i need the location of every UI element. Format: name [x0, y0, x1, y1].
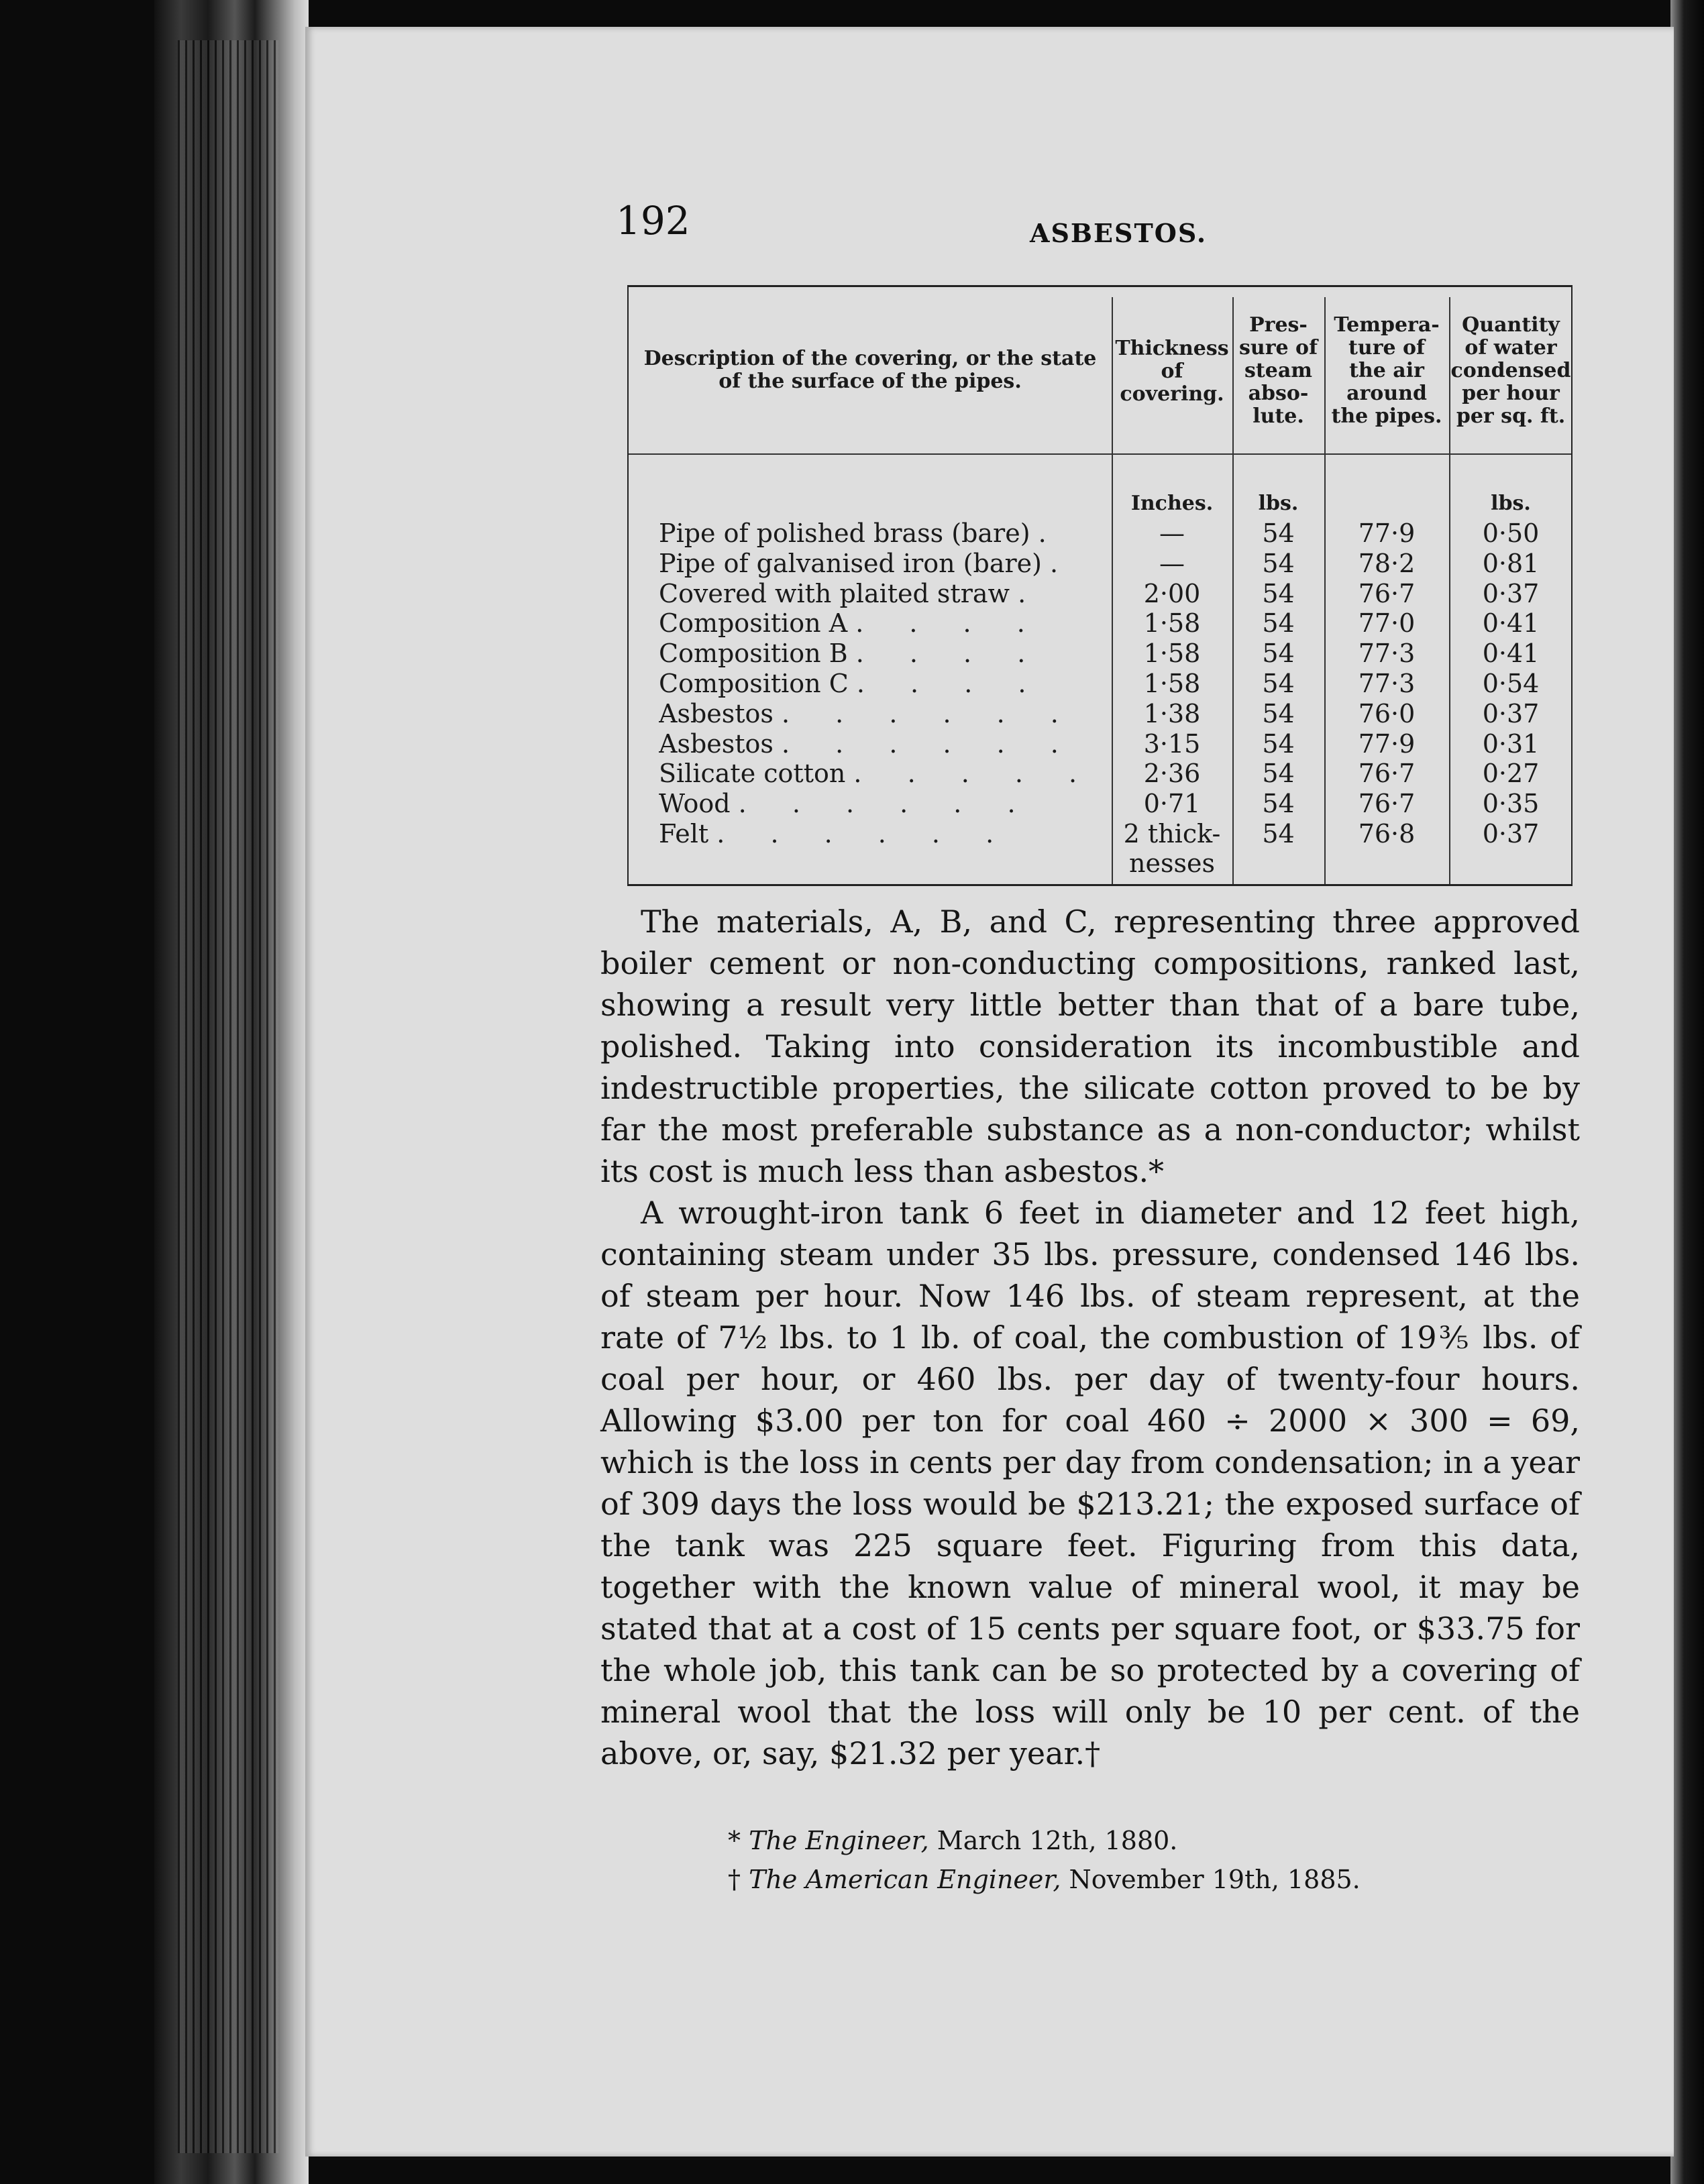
paragraph: The materials, A, B, and C, representing three approved boiler cement or non-conducting compositions, ranked last, showing a result very little better than that of a bare tube, polished. Taking into consideration its incombustible and indestructible properties, the silicate cotton proved to be by far the most preferable substance as a non-conductor; whilst its cost is much less than asbestos.*	[600, 904, 1580, 1189]
cell-quantity: 0·27	[1482, 759, 1540, 789]
cell-pressure: 54	[1262, 789, 1295, 819]
cell-thickness: 1·58	[1143, 639, 1201, 669]
cell-pressure: 54	[1262, 518, 1295, 548]
cell-quantity: 0·31	[1482, 728, 1540, 759]
cell-quantity: 0·37	[1482, 698, 1540, 728]
cell-description	[659, 819, 1128, 849]
dot-leader: .	[1050, 548, 1077, 578]
book-page-edge-lines	[178, 40, 278, 2153]
cell-description	[659, 579, 1128, 608]
cell-description	[659, 608, 1128, 638]
cell-description	[659, 639, 1128, 668]
units-pressure: lbs.	[1258, 492, 1299, 515]
description-text: Asbestos	[659, 698, 774, 728]
table-row	[629, 699, 1571, 728]
cell-thickness: —	[1159, 548, 1185, 578]
cell-pressure: 54	[1262, 698, 1295, 728]
dot-leader: .	[1038, 518, 1065, 548]
description-text: Pipe of polished brass (bare)	[659, 518, 1030, 548]
cell-description	[659, 669, 1128, 698]
table-row	[629, 669, 1571, 698]
cell-quantity: 0·54	[1482, 669, 1540, 698]
table-row	[629, 518, 1571, 548]
description-text: Pipe of galvanised iron (bare)	[659, 548, 1042, 578]
table-row	[629, 608, 1571, 638]
description-text: Asbestos	[659, 728, 774, 759]
cell-quantity: 0·81	[1482, 548, 1540, 578]
footnote-mark: †	[728, 1865, 741, 1894]
cell-pressure: 54	[1262, 759, 1295, 789]
cell-pressure: 54	[1262, 548, 1295, 578]
cell-thickness: 0·71	[1143, 789, 1201, 819]
footnote	[728, 1860, 1361, 1899]
data-table	[627, 285, 1573, 886]
table-row	[629, 639, 1571, 668]
cell-temperature: 77·3	[1358, 639, 1416, 669]
running-title: ASBESTOS.	[1030, 218, 1208, 248]
cell-description	[659, 789, 1128, 818]
dot-leader: . . . . .	[853, 759, 1096, 789]
cell-thickness: 3·15	[1143, 728, 1201, 759]
cell-quantity: 0·50	[1482, 518, 1540, 548]
dot-leader: . . . .	[855, 639, 1045, 669]
body-text	[600, 901, 1580, 1774]
cell-quantity: 0·35	[1482, 789, 1540, 819]
footnotes	[728, 1821, 1361, 1899]
cell-pressure: 54	[1262, 578, 1295, 608]
cell-temperature: 77·9	[1358, 728, 1416, 759]
description-text: Composition A	[659, 608, 848, 639]
cell-pressure: 54	[1262, 608, 1295, 639]
cell-temperature: 76·8	[1358, 819, 1416, 849]
paragraph: A wrought-iron tank 6 feet in diameter and 12 feet high, containing steam under 35 lbs. pressure, condensed 146 lbs. of steam per hour. Now 146 lbs. of steam represent, at the rate of 7½ lbs. to 1 lb. of coal, the combustion of 19⅗ lbs. of coal per hour, or 460 lbs. per day of twenty-four hours. Allowing $3.00 per ton for coal 460 ÷ 2000 × 300 = 69, which is the loss in cents per day from condensation; in a year of 309 days the loss would be $213.21; the exposed surface of the tank was 225 square feet. Figuring from this data, together with the known value of mineral wool, it may be stated that at a cost of 15 cents per square foot, or $33.75 for the whole job, this tank can be so protected by a covering of mineral wool that the loss will only be 10 per cent. of the above, or, say, $21.32 per year.†	[600, 1195, 1580, 1771]
cell-description	[659, 729, 1128, 759]
table-row	[629, 789, 1571, 818]
cell-quantity: 0·41	[1482, 608, 1540, 639]
cell-thickness: 2 thick- nesses	[1123, 819, 1221, 878]
cell-temperature: 76·7	[1358, 578, 1416, 608]
cell-pressure: 54	[1262, 669, 1295, 698]
cell-thickness: 1·58	[1143, 608, 1201, 639]
footnote-source: The Engineer,	[749, 1826, 929, 1855]
cell-temperature: 77·0	[1358, 608, 1416, 639]
cell-temperature: 78·2	[1358, 548, 1416, 578]
column-header-thickness: Thickness of covering.	[1115, 337, 1229, 406]
page-number: 192	[616, 198, 690, 243]
description-text: Wood	[659, 789, 731, 819]
cell-thickness: 1·38	[1143, 698, 1201, 728]
units-quantity: lbs.	[1491, 492, 1531, 515]
cell-description	[659, 759, 1128, 788]
book-gutter-right	[1670, 0, 1704, 2184]
footnote	[728, 1821, 1361, 1860]
header-rule	[629, 453, 1571, 455]
description-text: Felt	[659, 819, 709, 849]
cell-temperature: 77·3	[1358, 669, 1416, 698]
description-text: Composition C	[659, 669, 849, 698]
footnote-mark: *	[728, 1826, 741, 1855]
table-row	[629, 819, 1571, 878]
cell-temperature: 76·0	[1358, 698, 1416, 728]
cell-thickness: —	[1159, 518, 1185, 548]
cell-quantity: 0·41	[1482, 639, 1540, 669]
dot-leader: .	[1018, 578, 1045, 608]
description-text: Composition B	[659, 639, 848, 669]
column-header-description: Description of the covering, or the state of the surface of the pipes.	[643, 347, 1097, 393]
cell-temperature: 76·7	[1358, 789, 1416, 819]
footnote-date: November 19th, 1885.	[1061, 1865, 1361, 1894]
column-header-temperature: Tempera- ture of the air around the pipes.	[1331, 313, 1442, 428]
cell-thickness: 1·58	[1143, 669, 1201, 698]
column-header-pressure: Pres- sure of steam abso- lute.	[1239, 313, 1318, 428]
units-thickness: Inches.	[1130, 492, 1214, 515]
cell-thickness: 2·36	[1143, 759, 1201, 789]
cell-description	[659, 549, 1128, 578]
cell-pressure: 54	[1262, 819, 1295, 849]
table-row	[629, 759, 1571, 788]
dot-leader: . . . . . .	[716, 819, 1013, 849]
dot-leader: . . . .	[856, 669, 1045, 698]
footnote-source: The American Engineer,	[749, 1865, 1061, 1894]
dot-leader: . . . .	[855, 608, 1044, 639]
cell-temperature: 77·9	[1358, 518, 1416, 548]
description-text: Covered with plaited straw	[659, 578, 1010, 608]
dot-leader: . . . . . .	[782, 698, 1077, 728]
footnote-date: March 12th, 1880.	[928, 1826, 1178, 1855]
dot-leader: . . . . . .	[782, 728, 1077, 759]
table-row	[629, 579, 1571, 608]
description-text: Silicate cotton	[659, 759, 846, 789]
dot-leader: . . . . . .	[738, 789, 1034, 819]
cell-thickness: 2·00	[1143, 578, 1201, 608]
cell-pressure: 54	[1262, 728, 1295, 759]
cell-description	[659, 699, 1128, 728]
column-header-quantity: Quantity of water condensed per hour per sq. ft.	[1450, 313, 1571, 428]
table-row	[629, 729, 1571, 759]
cell-pressure: 54	[1262, 639, 1295, 669]
cell-quantity: 0·37	[1482, 578, 1540, 608]
cell-description	[659, 518, 1128, 548]
cell-quantity: 0·37	[1482, 819, 1540, 849]
table-row	[629, 549, 1571, 578]
cell-temperature: 76·7	[1358, 759, 1416, 789]
